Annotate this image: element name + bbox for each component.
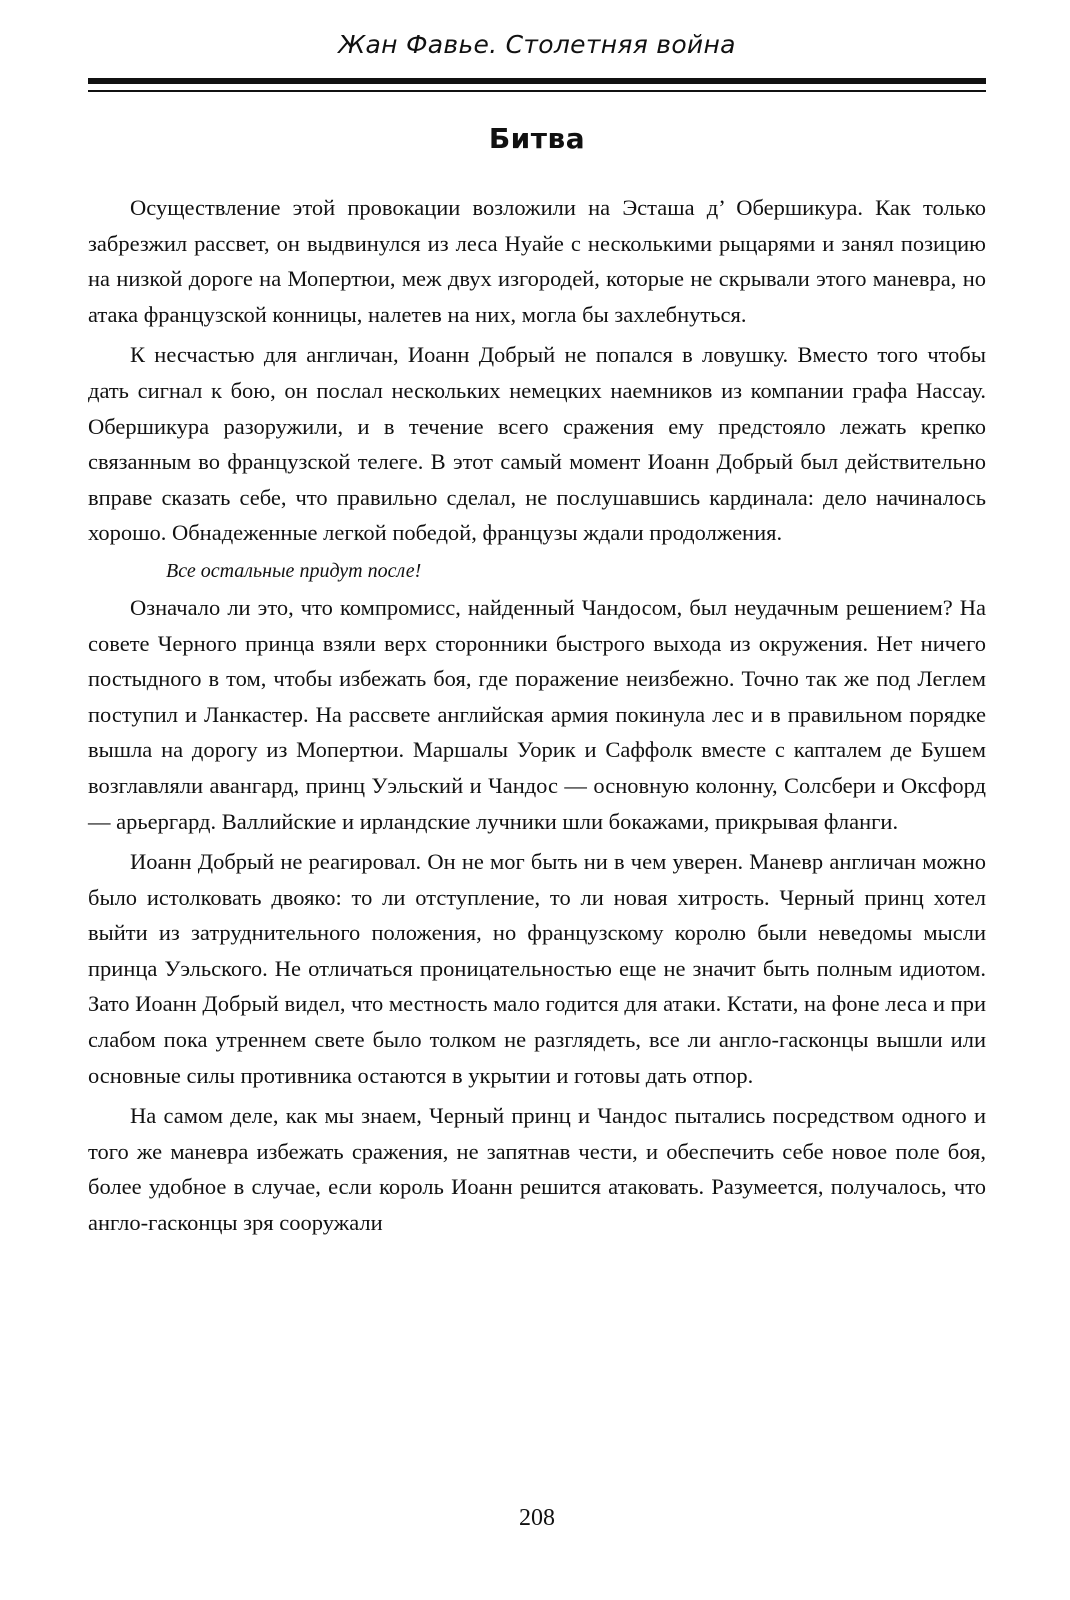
paragraph: Осуществление этой провокации возложили на Эсташа д’ Обершикура. Как только забрезжил рассвет, он выдвинулся из леса Нуайе с несколькими рыцарями и занял позицию на низкой дороге на Мопертюи, меж двух изгородей, которые не скрывали этого маневра, но атака французской конницы, налетев на них, могла бы захлебнуться. bbox=[88, 195, 986, 327]
paragraph: Иоанн Добрый не реагировал. Он не мог быть ни в чем уверен. Маневр англичан можно было истолковать двояко: то ли отступление, то ли новая хитрость. Черный принц хотел выйти из затруднительного положения, но французскому королю были неведомы мысли принца Уэльского. Не отличаться проницательностью еще не значит быть полным идиотом. Зато Иоанн Добрый видел, что местность мало годится для атаки. Кстати, на фоне леса и при слабом пока утреннем свете было толком не разглядеть, все ли англо-гасконцы вышли или основные силы противника остаются в укрытии и готовы дать отпор. bbox=[88, 849, 986, 1088]
page-number: 208 bbox=[519, 1505, 555, 1531]
paragraph: На самом деле, как мы знаем, Черный принц и Чандос пытались посредством одного и того же маневра избежать сражения, не запятнав чести, и обеспечить себе новое поле боя, более удобное в случае, если король Иоанн решится атаковать. Разумеется, получалось, что англо-гасконцы зря сооружали bbox=[88, 1103, 986, 1236]
paragraph: К несчастью для англичан, Иоанн Добрый не попался в ловушку. Вместо того чтобы дать сигнал к бою, он послал нескольких немецких наемников из компании графа Нассау. Обершикура разоружили, и в течение всего сражения ему предстояло лежать крепко связанным во французской телеге. В этот самый момент Иоанн Добрый был действительно вправе сказать себе, что правильно сделал, не послушавшись кардинала: дело начиналось хорошо. Обнадеженные легкой победой, французы ждали продолжения. bbox=[88, 342, 986, 546]
header-rule-thick bbox=[88, 78, 986, 84]
section-title: Битва bbox=[488, 122, 586, 155]
italic-subhead: Все остальные придут после! bbox=[166, 559, 422, 582]
header-rule-thin bbox=[88, 90, 986, 92]
body-text bbox=[88, 190, 986, 1246]
paragraph: Означало ли это, что компромисс, найденный Чандосом, был неудачным решением? На совете Черного принца взяли верх сторонники быстрого выхода из окружения. Нет ничего постыдного в том, чтобы избежать боя, где поражение неизбежно. Точно так же под Леглем поступил и Ланкастер. На рассвете английская армия покинула лес и в правильном порядке вышла на дорогу из Мопертюи. Маршалы Уорик и Саффолк вместе с капталем де Бушем возглавляли авангард, принц Уэльский и Чандос — основную колонну, Солсбери и Оксфорд — арьергард. Валлийские и ирландские лучники шли бокажами, прикрывая фланги. bbox=[88, 594, 986, 834]
running-header: Жан Фавье. Столетняя война bbox=[338, 30, 736, 59]
